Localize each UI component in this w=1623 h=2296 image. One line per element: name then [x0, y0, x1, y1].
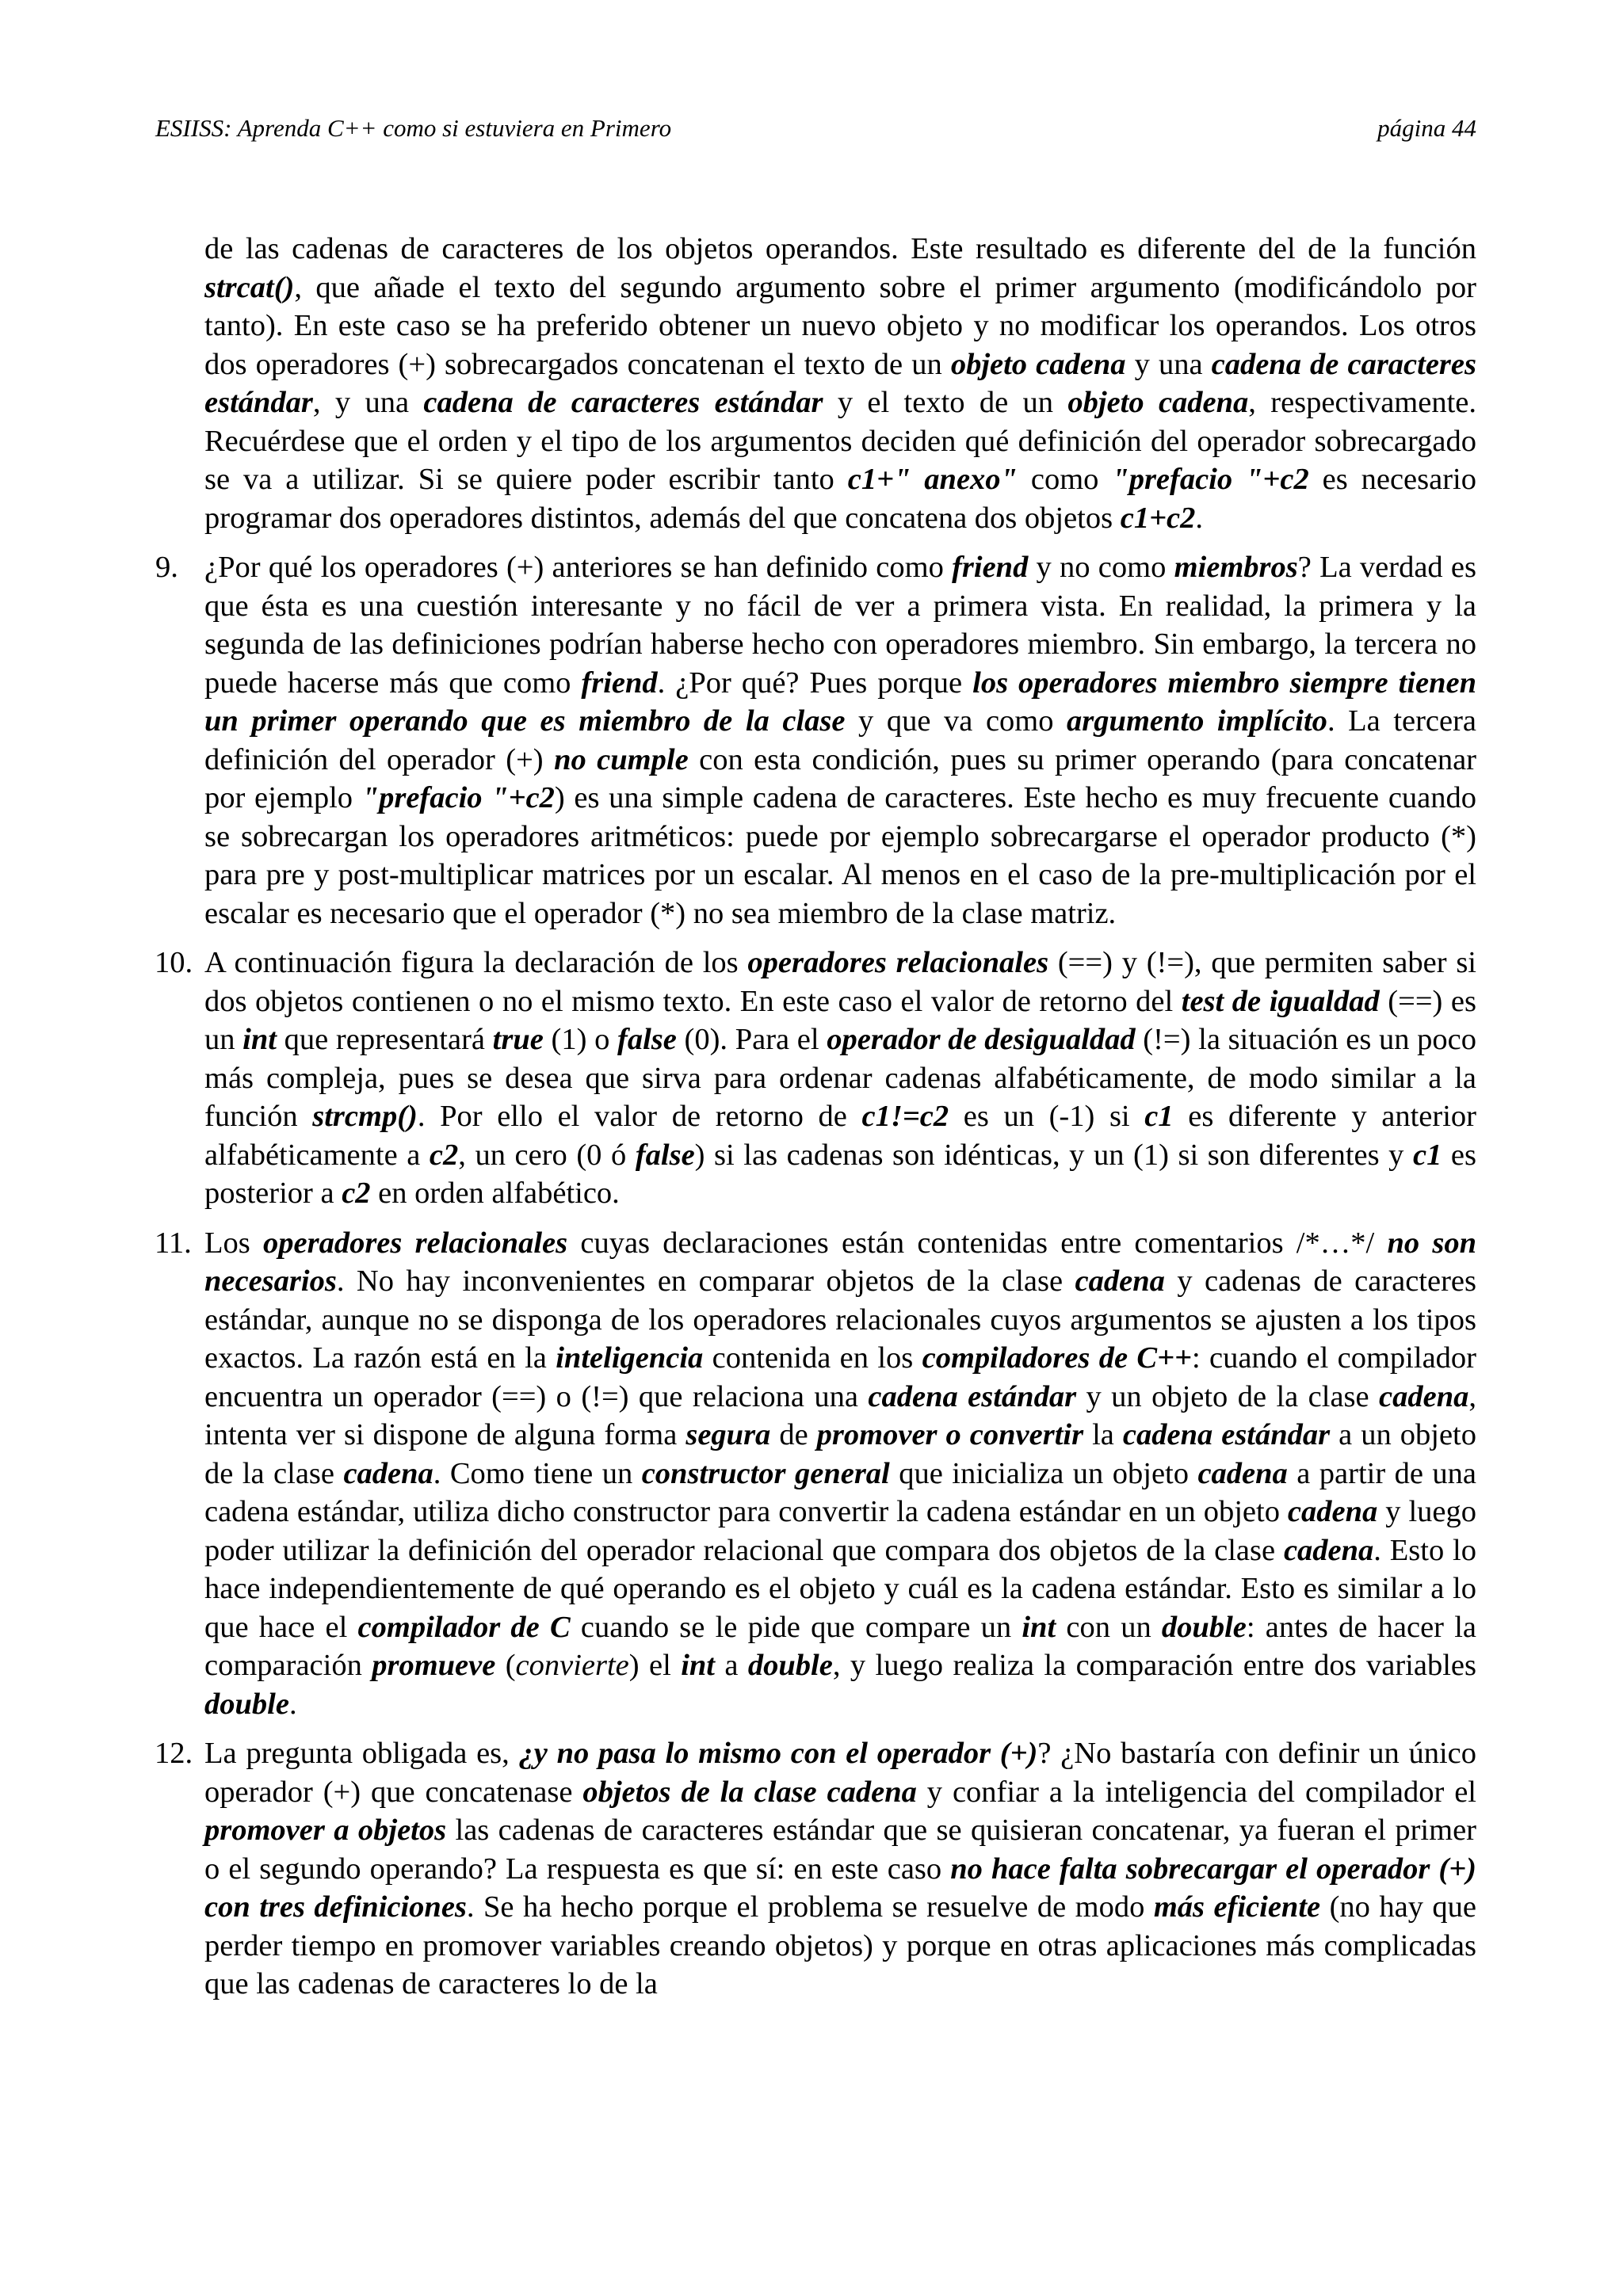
text-run: (0). Para el — [676, 1023, 827, 1056]
list-item-9 — [155, 548, 1476, 933]
emphasis-text: cadena — [1075, 1264, 1165, 1298]
text-run: , y luego realiza la comparación entre dos variables — [832, 1649, 1476, 1682]
emphasis-text: int — [681, 1649, 715, 1682]
text-run: , y una — [312, 386, 424, 419]
text-run: y un objeto de la clase — [1076, 1379, 1380, 1413]
list-item-text — [204, 1734, 1476, 2004]
page-header — [155, 111, 1476, 146]
text-run: (no hay que perder tiempo en promover variables creando objetos) y porque en otras aplicaciones más complicadas que las cadenas de caracteres lo de la — [204, 1890, 1477, 2000]
text-run: (==) es un — [204, 984, 1477, 1056]
text-run: (1) o — [543, 1023, 618, 1056]
emphasis-text: los operadores miembro siempre tienen un primer operando que es miembro de la clase — [204, 666, 1476, 738]
emphasis-text: test de igualdad — [1181, 984, 1380, 1018]
list-item-11 — [155, 1224, 1476, 1724]
text-run: con un — [1056, 1610, 1162, 1644]
text-run: : antes de hacer la comparación — [204, 1610, 1477, 1682]
text-run: y cadenas de caracteres estándar, aunque no se disponga de los operadores relacionales cuyos argumentos se ajusten a los tipos exactos. La razón está en la — [204, 1264, 1476, 1375]
emphasis-text: double — [204, 1687, 289, 1721]
emphasis-text: c1!=c2 — [861, 1100, 949, 1133]
header-title: ESIISS: Aprenda C++ como si estuviera en Primero — [155, 114, 672, 142]
emphasis-text: c1+" anexo" — [847, 463, 1018, 496]
emphasis-text: ¿y no pasa lo mismo con el operador (+) — [518, 1737, 1038, 1770]
text-run: ) si las cadenas son idénticas, y un (1) si son diferentes y — [694, 1138, 1413, 1172]
emphasis-text: friend — [581, 666, 658, 700]
emphasis-text: operador de desigualdad — [827, 1023, 1136, 1056]
text-run: como — [1017, 463, 1113, 496]
text-run: y luego poder utilizar la definición del operador relacional que compara dos objetos de la clase — [204, 1495, 1476, 1567]
list-item-text — [204, 548, 1476, 933]
list-item-10 — [155, 944, 1476, 1213]
text-run: a — [715, 1649, 748, 1682]
text-run: . Como tiene un — [433, 1456, 642, 1490]
emphasis-text: operadores relacionales — [263, 1226, 568, 1260]
emphasis-text: cadena de caracteres estándar — [204, 347, 1476, 419]
text-run: . Por ello el valor de retorno de — [417, 1100, 862, 1133]
emphasis-text: false — [617, 1023, 677, 1056]
text-run: es diferente y anterior alfabéticamente a — [204, 1100, 1476, 1172]
emphasis-text: int — [242, 1023, 277, 1056]
emphasis-text: c2 — [342, 1177, 371, 1210]
emphasis-text: strcmp() — [312, 1100, 418, 1133]
text-run: de las cadenas de caracteres de los objetos operandos. Este resultado es diferente del de la función — [204, 232, 1476, 265]
text-run: y una — [1125, 347, 1212, 381]
text-run: las cadenas de caracteres estándar que se quisieran concatenar, ya fueran el primer o el segundo operando? La respuesta es que sí: en este caso — [204, 1814, 1476, 1886]
text-run: y confiar a la inteligencia del compilador el — [916, 1775, 1476, 1809]
emphasis-text: objeto cadena — [1067, 386, 1249, 419]
text-run: . Esto lo hace independientemente de qué operando es el objeto y cuál es la cadena estándar. Esto es similar a lo que hace el — [204, 1533, 1476, 1644]
text-run: y no como — [1028, 551, 1174, 584]
text-run: (==) y (!=), que permiten saber si dos objetos contienen o no el mismo texto. En este caso el valor de retorno del — [204, 946, 1477, 1018]
list-item-12 — [155, 1734, 1476, 2004]
text-run: es posterior a — [204, 1138, 1476, 1210]
italic-text: convierte — [515, 1649, 629, 1682]
emphasis-text: compiladores de C++ — [922, 1341, 1192, 1375]
text-run: , intenta ver si dispone de alguna forma — [204, 1379, 1476, 1451]
emphasis-text: compilador de C — [357, 1610, 571, 1644]
text-run: A continuación figura la declaración de los — [204, 946, 748, 979]
list-item-text — [204, 1224, 1476, 1724]
text-run: , respectivamente. Recuérdese que el orden y el tipo de los argumentos deciden qué definición del operador sobrecargado se va a utilizar. Si se quiere poder escribir tanto — [204, 386, 1476, 496]
text-run: . Se ha hecho porque el problema se resuelve de modo — [466, 1890, 1154, 1924]
text-run: . No hay inconvenientes en comparar objetos de la clase — [336, 1264, 1075, 1298]
emphasis-text: no hace falta sobrecargar el operador (+) con tres definiciones — [204, 1852, 1476, 1924]
emphasis-text: operadores relacionales — [747, 946, 1049, 979]
text-run: . La tercera definición del operador (+) — [204, 704, 1477, 776]
text-run: con esta condición, pues su primer operando (para concatenar por ejemplo — [204, 742, 1476, 814]
text-run: que representará — [276, 1023, 493, 1056]
text-run: a un objeto de la clase — [204, 1418, 1477, 1490]
emphasis-text: promover a objetos — [204, 1814, 447, 1847]
emphasis-text: c1+c2 — [1120, 501, 1196, 535]
list-item-text — [204, 944, 1476, 1213]
list-item-number: 10. — [155, 946, 193, 979]
emphasis-text: promueve — [372, 1649, 496, 1682]
text-run: : cuando el compilador encuentra un operador (==) o (!=) que relaciona una — [204, 1341, 1476, 1413]
text-run: La pregunta obligada es, — [204, 1737, 519, 1770]
emphasis-text: no son necesarios — [204, 1226, 1477, 1298]
emphasis-text: true — [492, 1023, 544, 1056]
text-run: la — [1083, 1418, 1123, 1451]
text-run: , que añade el texto del segundo argumento sobre el primer argumento (modificándolo por tanto). En este caso se ha preferido obtener un nuevo objeto y no modificar los operandos. Los otros dos operadores (+) sobrecargados concatenan el texto de un — [204, 270, 1476, 381]
text-run: ) el — [628, 1649, 682, 1682]
page-number: página 44 — [1377, 114, 1476, 142]
text-run: cuando se le pide que compare un — [570, 1610, 1022, 1644]
text-run: (!=) la situación es un poco más compleja, pues se desea que sirva para ordenar cadenas alfabéticamente, de modo similar a la función — [204, 1023, 1476, 1133]
text-run: es un (-1) si — [949, 1100, 1145, 1133]
body-text — [155, 230, 1476, 2004]
text-run: . — [288, 1687, 297, 1721]
text-run: ) es una simple cadena de caracteres. Este hecho es muy frecuente cuando se sobrecargan los operadores aritméticos: puede por ejemplo sobrecargarse el operador producto (*) para pre y post-multiplicar matrices por un escalar. Al menos en el caso de la pre-multiplicación por el escalar es necesario que el operador (*) no sea miembro de la clase matriz. — [204, 781, 1476, 930]
text-run: y que va como — [845, 704, 1067, 738]
emphasis-text: argumento implícito — [1067, 704, 1327, 738]
list-item-number: 9. — [155, 551, 178, 584]
emphasis-text: promover o convertir — [816, 1418, 1084, 1451]
text-run: . — [1195, 501, 1203, 535]
list-item-number: 11. — [155, 1226, 192, 1260]
emphasis-text: "prefacio "+c2 — [1112, 463, 1309, 496]
emphasis-text: cadena — [1287, 1495, 1378, 1528]
emphasis-text: cadena de caracteres estándar — [423, 386, 823, 419]
emphasis-text: int — [1022, 1610, 1056, 1644]
emphasis-text: objetos de la clase cadena — [582, 1775, 917, 1809]
emphasis-text: más eficiente — [1153, 1890, 1321, 1924]
emphasis-text: double — [747, 1649, 833, 1682]
text-run: , un cero (0 ó — [458, 1138, 636, 1172]
emphasis-text: constructor general — [641, 1456, 890, 1490]
text-run: Los — [204, 1226, 263, 1260]
emphasis-text: c1 — [1144, 1100, 1174, 1133]
emphasis-text: cadena estándar — [868, 1379, 1077, 1413]
emphasis-text: cadena estándar — [1122, 1418, 1331, 1451]
text-run: que inicializa un objeto — [889, 1456, 1198, 1490]
emphasis-text: friend — [952, 551, 1029, 584]
emphasis-text: inteligencia — [556, 1341, 704, 1375]
emphasis-text: segura — [685, 1418, 771, 1451]
text-run: cuyas declaraciones están contenidas entre comentarios /*…*/ — [567, 1226, 1388, 1260]
text-run: ¿Por qué los operadores (+) anteriores se han definido como — [204, 551, 953, 584]
emphasis-text: c1 — [1413, 1138, 1442, 1172]
emphasis-text: c2 — [429, 1138, 459, 1172]
emphasis-text: miembros — [1174, 551, 1298, 584]
text-run: a partir de una cadena estándar, utiliza dicho constructor para convertir la cadena estándar en un objeto — [204, 1456, 1477, 1528]
list-item-number: 12. — [155, 1737, 193, 1770]
emphasis-text: no cumple — [554, 742, 689, 776]
emphasis-text: cadena — [1197, 1456, 1288, 1490]
emphasis-text: double — [1161, 1610, 1247, 1644]
text-run: de — [770, 1418, 817, 1451]
emphasis-text: strcat() — [204, 270, 295, 304]
text-run: ? La verdad es que ésta es una cuestión interesante y no fácil de ver a primera vista. En realidad, la primera y la segunda de las definiciones podrían haberse hecho con operadores miembro. Sin embargo, la tercera no puede hacerse más que como — [204, 551, 1476, 700]
text-run: contenida en los — [703, 1341, 922, 1375]
text-run: . ¿Por qué? Pues porque — [657, 666, 973, 700]
emphasis-text: false — [635, 1138, 695, 1172]
emphasis-text: cadena — [343, 1456, 433, 1490]
text-run: y el texto de un — [823, 386, 1068, 419]
emphasis-text: cadena — [1379, 1379, 1469, 1413]
paragraph-continuation — [155, 230, 1476, 537]
emphasis-text: objeto cadena — [950, 347, 1126, 381]
text-run: en orden alfabético. — [370, 1177, 620, 1210]
text-run: ? ¿No bastaría con definir un único operador (+) que concatenase — [204, 1737, 1476, 1809]
emphasis-text: cadena — [1283, 1533, 1374, 1567]
text-run: ( — [495, 1649, 516, 1682]
text-run: es necesario programar dos operadores distintos, además del que concatena dos objetos — [204, 463, 1476, 535]
emphasis-text: "prefacio "+c2 — [361, 781, 555, 814]
